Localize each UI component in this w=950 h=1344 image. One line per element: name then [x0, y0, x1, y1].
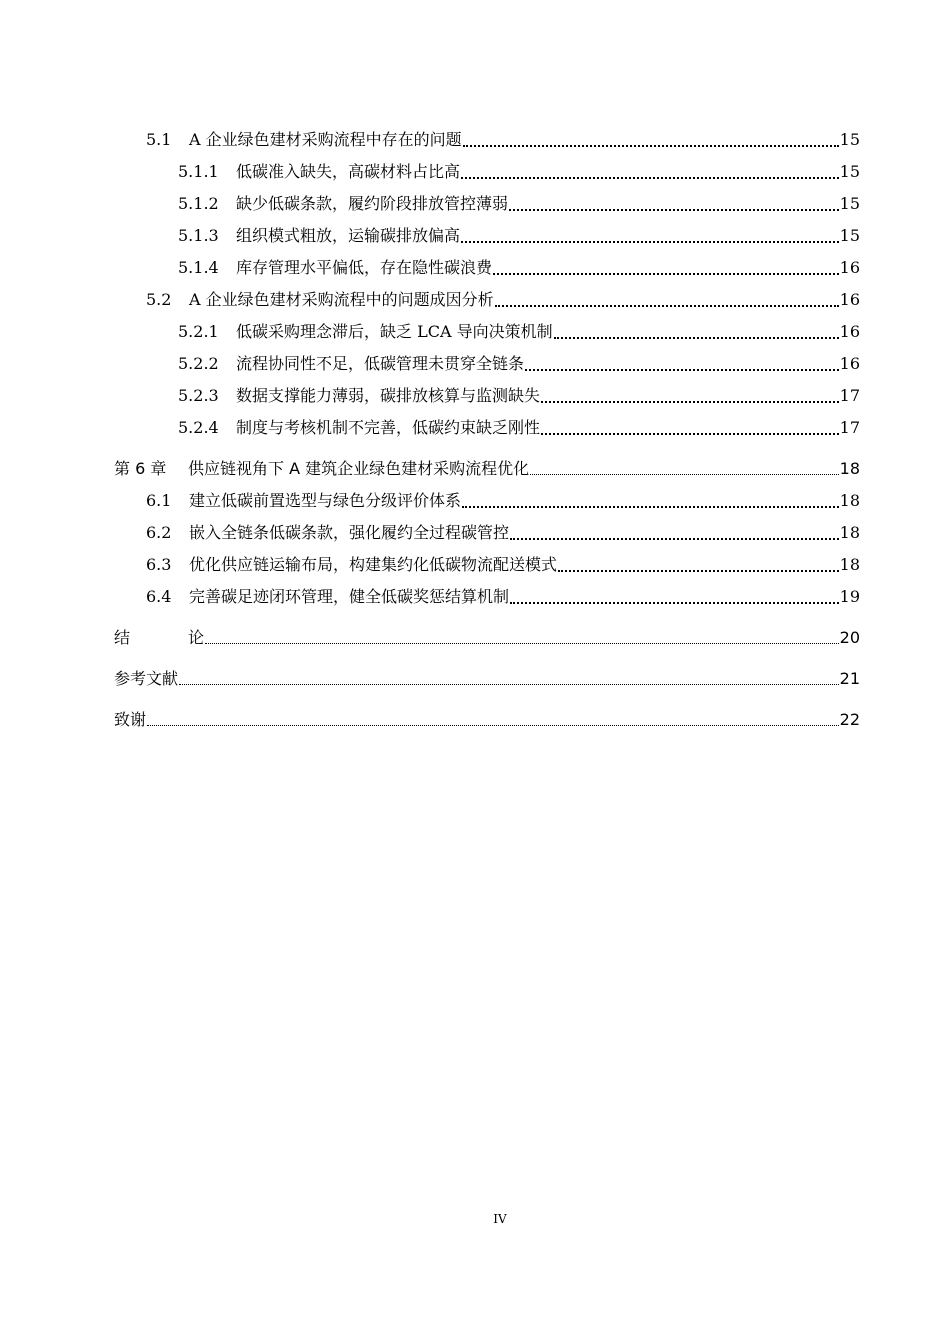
toc-entry[interactable] [114, 118, 860, 150]
toc-entry-number: 5.2.1 [178, 322, 219, 341]
toc-entry-page: 18 [839, 459, 860, 478]
dot-leader [510, 537, 839, 540]
toc-entry-number: 5.1.4 [178, 258, 219, 277]
toc-entry-number: 6.3 [146, 555, 172, 574]
toc-entry-number: 6.4 [146, 587, 172, 606]
dot-leader [495, 304, 839, 307]
toc-entry-title: 数据支撑能力薄弱，碳排放核算与监测缺失 [236, 386, 541, 405]
dot-leader [558, 569, 839, 572]
toc-entry[interactable] [114, 575, 860, 607]
toc-entry-title: A 企业绿色建材采购流程中的问题成因分析 [189, 290, 494, 309]
toc-entry-title: 缺少低碳条款，履约阶段排放管控薄弱 [236, 194, 509, 213]
toc-entry-page: 16 [839, 322, 860, 341]
toc-entry-page: 15 [839, 226, 860, 245]
toc-entry[interactable] [114, 406, 860, 438]
toc-entry-number: 6.1 [146, 491, 172, 510]
toc-entry-page: 16 [839, 354, 860, 373]
dot-leader [463, 144, 839, 147]
toc-entry[interactable] [114, 310, 860, 342]
toc-entry[interactable] [114, 150, 860, 182]
toc-entry-page: 21 [839, 669, 860, 688]
toc-entry-page: 18 [839, 523, 860, 542]
toc-entry-number: 5.1.3 [178, 226, 219, 245]
toc-entry-title: 低碳准入缺失，高碳材料占比高 [236, 162, 461, 181]
dot-leader [462, 505, 839, 508]
toc-entry-title: 致谢 [114, 710, 147, 729]
toc-entry-page: 17 [839, 386, 860, 405]
dot-leader [510, 601, 839, 604]
toc-entry[interactable] [114, 511, 860, 543]
toc-entry[interactable] [114, 278, 860, 310]
toc-entry-title: 论 [188, 628, 205, 647]
dot-leader [525, 368, 839, 371]
toc-entry-page: 16 [839, 290, 860, 309]
dot-leader [205, 642, 839, 644]
toc-entry-number: 5.1 [146, 130, 172, 149]
dot-leader [461, 176, 839, 179]
toc-entry-number: 5.2.2 [178, 354, 219, 373]
toc-entry[interactable] [114, 543, 860, 575]
toc-entry-page: 15 [839, 194, 860, 213]
toc-entry[interactable] [114, 607, 860, 648]
toc-entry-number: 5.2.3 [178, 386, 219, 405]
toc-entry-number: 5.2.4 [178, 418, 219, 437]
toc-entry-title: 组织模式粗放，运输碳排放偏高 [236, 226, 461, 245]
toc-entry[interactable] [114, 438, 860, 479]
dot-leader [530, 473, 839, 475]
toc-entry[interactable] [114, 374, 860, 406]
toc-entry-title: A 企业绿色建材采购流程中存在的问题 [189, 130, 462, 149]
toc-entry[interactable] [114, 182, 860, 214]
toc-entry-page: 17 [839, 418, 860, 437]
toc-entry-page: 20 [839, 628, 860, 647]
toc-entry-title: 流程协同性不足，低碳管理未贯穿全链条 [236, 354, 525, 373]
toc-entry[interactable] [114, 648, 860, 689]
toc-entry-title: 嵌入全链条低碳条款，强化履约全过程碳管控 [189, 523, 510, 542]
toc-entry-page: 15 [839, 130, 860, 149]
dot-leader [541, 432, 839, 435]
toc-entry-number: 第 6 章 [114, 459, 167, 478]
toc-entry-title: 完善碳足迹闭环管理，健全低碳奖惩结算机制 [189, 587, 510, 606]
toc-entry-page: 22 [839, 710, 860, 729]
toc-entry-number: 6.2 [146, 523, 172, 542]
toc-entry-number: 5.1.1 [178, 162, 219, 181]
toc-entry[interactable] [114, 342, 860, 374]
toc-entry-page: 19 [839, 587, 860, 606]
dot-leader [493, 272, 839, 275]
toc-entry-title: 供应链视角下 A 建筑企业绿色建材采购流程优化 [188, 459, 530, 478]
dot-leader [554, 336, 839, 339]
toc-entry-page: 16 [839, 258, 860, 277]
dot-leader [147, 724, 839, 726]
toc-entry[interactable] [114, 689, 860, 730]
toc-entry-page: 15 [839, 162, 860, 181]
toc-entry-title: 低碳采购理念滞后，缺乏 LCA 导向决策机制 [236, 322, 553, 341]
toc-entry-number: 5.2 [146, 290, 172, 309]
toc-entry-page: 18 [839, 555, 860, 574]
toc-entry[interactable] [114, 479, 860, 511]
toc-entry-title: 参考文献 [114, 669, 179, 688]
toc-entry-title: 优化供应链运输布局，构建集约化低碳物流配送模式 [189, 555, 558, 574]
page-number: IV [493, 1212, 507, 1226]
dot-leader [179, 683, 839, 685]
toc-entry-number: 5.1.2 [178, 194, 219, 213]
toc-entry-page: 18 [839, 491, 860, 510]
dot-leader [541, 400, 839, 403]
toc-entry[interactable] [114, 246, 860, 278]
toc-entry-title: 库存管理水平偏低，存在隐性碳浪费 [236, 258, 493, 277]
toc-entry-title: 制度与考核机制不完善，低碳约束缺乏刚性 [236, 418, 541, 437]
dot-leader [509, 208, 839, 211]
dot-leader [461, 240, 839, 243]
toc-entry-title: 建立低碳前置选型与绿色分级评价体系 [189, 491, 462, 510]
table-of-contents [114, 118, 860, 730]
toc-entry-number: 结 [114, 628, 131, 647]
toc-entry[interactable] [114, 214, 860, 246]
